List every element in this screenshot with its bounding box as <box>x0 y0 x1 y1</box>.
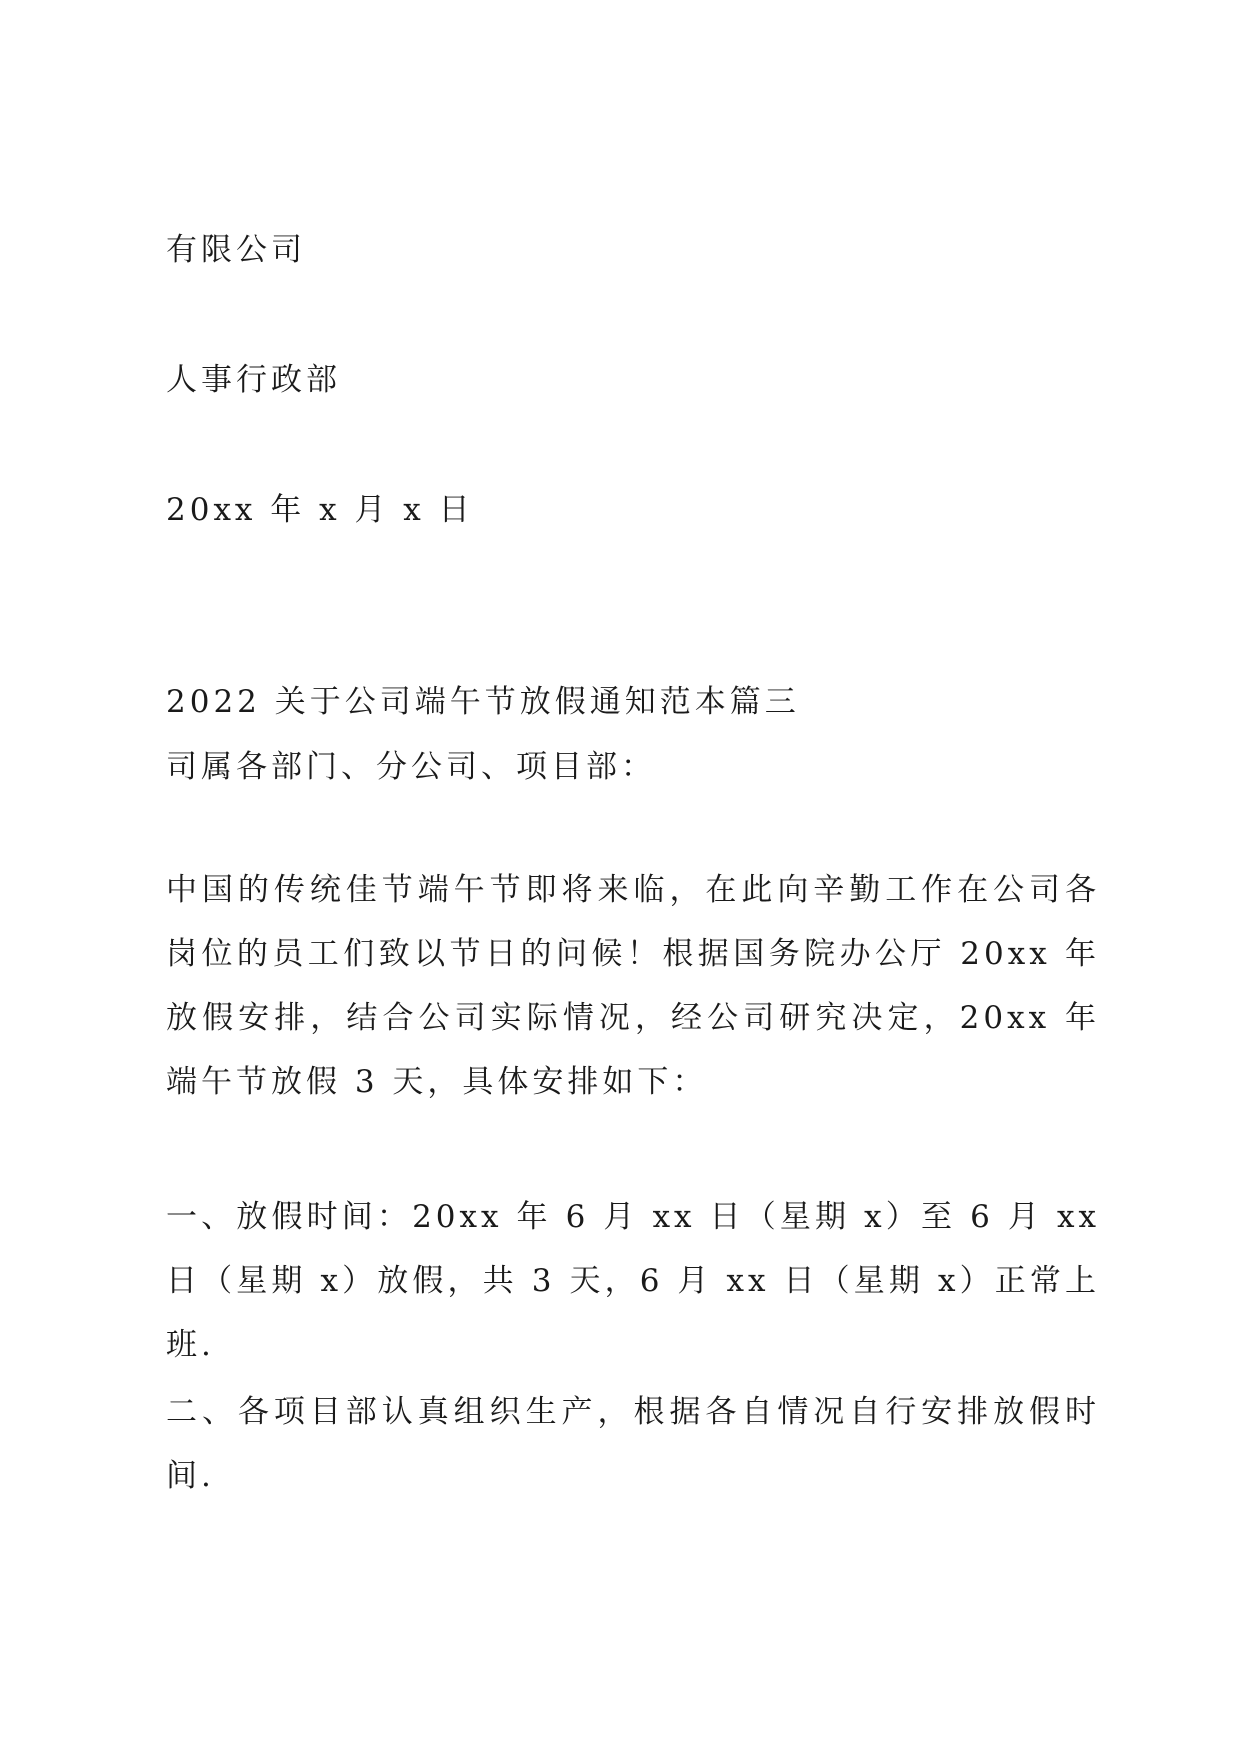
company-name: 有限公司 <box>166 232 306 268</box>
signature-date: 20xx 年 x 月 x 日 <box>166 492 474 528</box>
salutation: 司属各部门、分公司、项目部： <box>166 749 656 785</box>
intro-paragraph: 中国的传统佳节端午节即将来临，在此向辛勤工作在公司各岗位的员工们致以节日的问候！根据国务院办公厅 20xx 年放假安排，结合公司实际情况，经公司研究决定，20xx 年端午节放假 3 天，具体安排如下： <box>166 872 1100 1100</box>
notice-title: 2022 关于公司端午节放假通知范本篇三 <box>166 684 800 720</box>
item-holiday-time: 一、放假时间：20xx 年 6 月 xx 日（星期 x）至 6 月 xx 日（星期 x）放假，共 3 天，6 月 xx 日（星期 x）正常上班. <box>166 1199 1100 1363</box>
department-name: 人事行政部 <box>166 362 341 398</box>
item-project-arrangement: 二、各项目部认真组织生产，根据各自情况自行安排放假时间. <box>166 1394 1100 1494</box>
